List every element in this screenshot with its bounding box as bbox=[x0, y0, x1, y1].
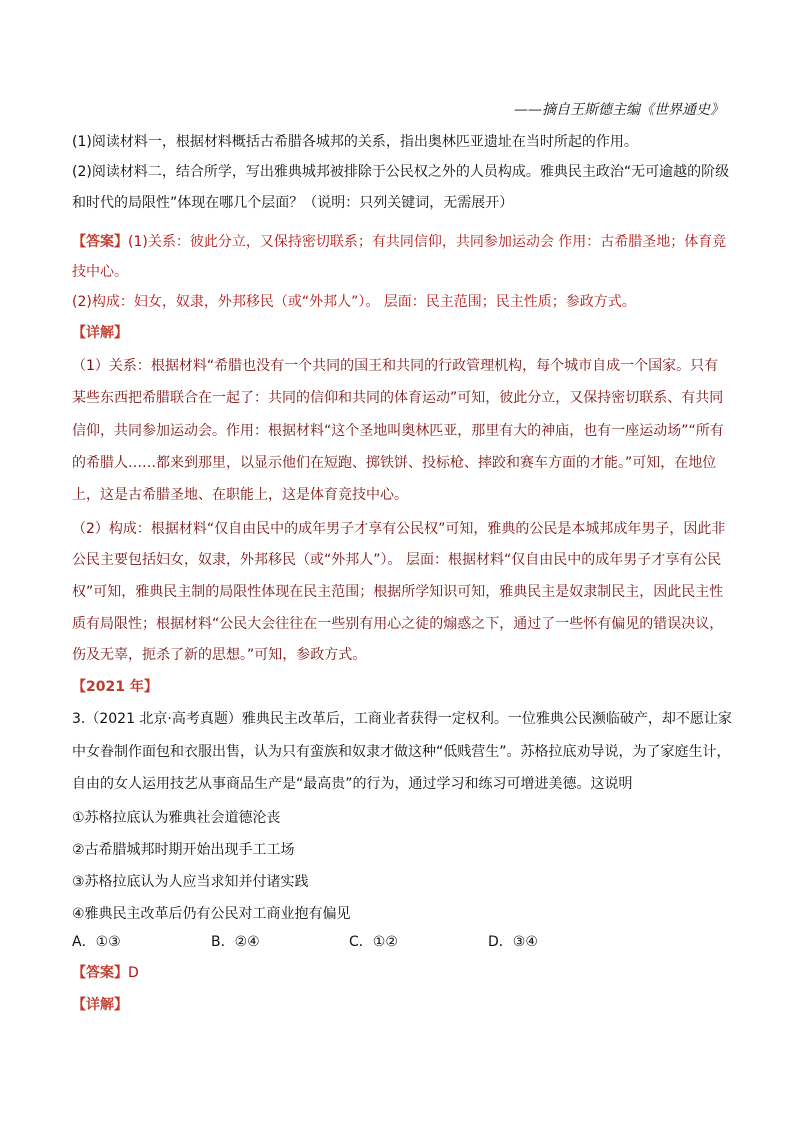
option-b: B．②④ bbox=[211, 934, 260, 950]
answer-line-2: 技中心。 bbox=[72, 264, 128, 280]
detail-line: 公民主要包括妇女，奴隶，外邦移民（或“外邦人”）。 层面：根据材料“仅自由民中的成年男子才享有公民 bbox=[72, 552, 722, 568]
detail-line: 权”可知，雅典民主制的局限性体现在民主范围；根据所学知识可知，雅典民主是奴隶制民主，因此民主性 bbox=[72, 584, 724, 600]
detail-line: 的希腊人……都来到那里，以显示他们在短跑、掷铁饼、投标枪、摔跤和赛车方面的才能。”可知，在地位 bbox=[72, 455, 717, 471]
detail-line: 质有局限性；根据材料“公民大会往往在一些别有用心之徒的煽惑之下，通过了一些怀有偏见的错误决议， bbox=[72, 616, 724, 632]
detail-line: 上，这是古希腊圣地、在职能上，这是体育竞技中心。 bbox=[72, 487, 408, 503]
statement-item: ④雅典民主改革后仍有公民对工商业抱有偏见 bbox=[72, 906, 351, 922]
answer-block-2 bbox=[72, 963, 139, 983]
answer-value: D bbox=[128, 965, 139, 981]
year-tag: 【2021 年】 bbox=[72, 679, 158, 695]
statement-item: ②古希腊城邦时期开始出现手工工场 bbox=[72, 842, 295, 858]
detail-line: 某些东西把希腊联合在一起了：共同的信仰和共同的体育运动”可知，彼此分立，又保持密切联系、有共同 bbox=[72, 390, 724, 406]
option-a: A．①③ bbox=[72, 934, 121, 950]
question-3-line-3: 自由的女人运用技艺从事商品生产是“最高贵”的行为，通过学习和练习可增进美德。这说明 bbox=[72, 776, 633, 792]
answer-tag: 【答案】 bbox=[72, 965, 128, 981]
question-3-line-2: 中女眷制作面包和衣服出售，认为只有蛮族和奴隶才做这种“低贱营生”。苏格拉底劝导说，为了家庭生计， bbox=[72, 744, 731, 760]
detail-line: （1）关系：根据材料“希腊也没有一个共同的国王和共同的行政管理机构，每个城市自成一个国家。只有 bbox=[72, 358, 719, 374]
source-citation: ——摘自王斯德主编《世界通史》 bbox=[514, 102, 724, 118]
question-2-line-2: 和时代的局限性”体现在哪几个层面？（说明：只列关键词，无需展开） bbox=[72, 195, 514, 211]
option-d: D．③④ bbox=[488, 934, 538, 950]
detail-line: 信仰，共同参加运动会。作用：根据材料“这个圣地叫奥林匹亚，那里有大的神庙，也有一座运动场”“所有 bbox=[72, 423, 724, 439]
statement-item: ③苏格拉底认为人应当求知并付诸实践 bbox=[72, 874, 309, 890]
detail-tag-2: 【详解】 bbox=[72, 997, 128, 1013]
statement-item: ①苏格拉底认为雅典社会道德沦丧 bbox=[72, 810, 281, 826]
detail-line: 伤及无辜，扼杀了新的思想。”可知，参政方式。 bbox=[72, 647, 367, 663]
question-3-line-1: 3.（2021 北京·高考真题）雅典民主改革后，工商业者获得一定权利。一位雅典公民濒临破产，却不愿让家 bbox=[72, 711, 732, 727]
answer-block-1 bbox=[72, 232, 726, 252]
detail-tag: 【详解】 bbox=[72, 325, 128, 341]
option-c: C．①② bbox=[349, 934, 398, 950]
answer-tag: 【答案】 bbox=[72, 234, 128, 250]
question-2-line-1: (2)阅读材料二，结合所学，写出雅典城邦被排除于公民权之外的人员构成。雅典民主政治“无可逾越的阶级 bbox=[72, 164, 730, 180]
question-1: (1)阅读材料一，根据材料概括古希腊各城邦的关系，指出奥林匹亚遗址在当时所起的作用。 bbox=[72, 134, 638, 150]
detail-line: （2）构成：根据材料“仅自由民中的成年男子才享有公民权”可知，雅典的公民是本城邦成年男子，因此非 bbox=[72, 521, 726, 537]
answer-line-3: (2)构成：妇女，奴隶，外邦移民（或“外邦人”）。 层面：民主范围；民主性质；参政方式。 bbox=[72, 294, 636, 310]
answer-line-1: (1)关系：彼此分立，又保持密切联系；有共同信仰，共同参加运动会 作用：古希腊圣地；体育竞 bbox=[128, 234, 727, 250]
